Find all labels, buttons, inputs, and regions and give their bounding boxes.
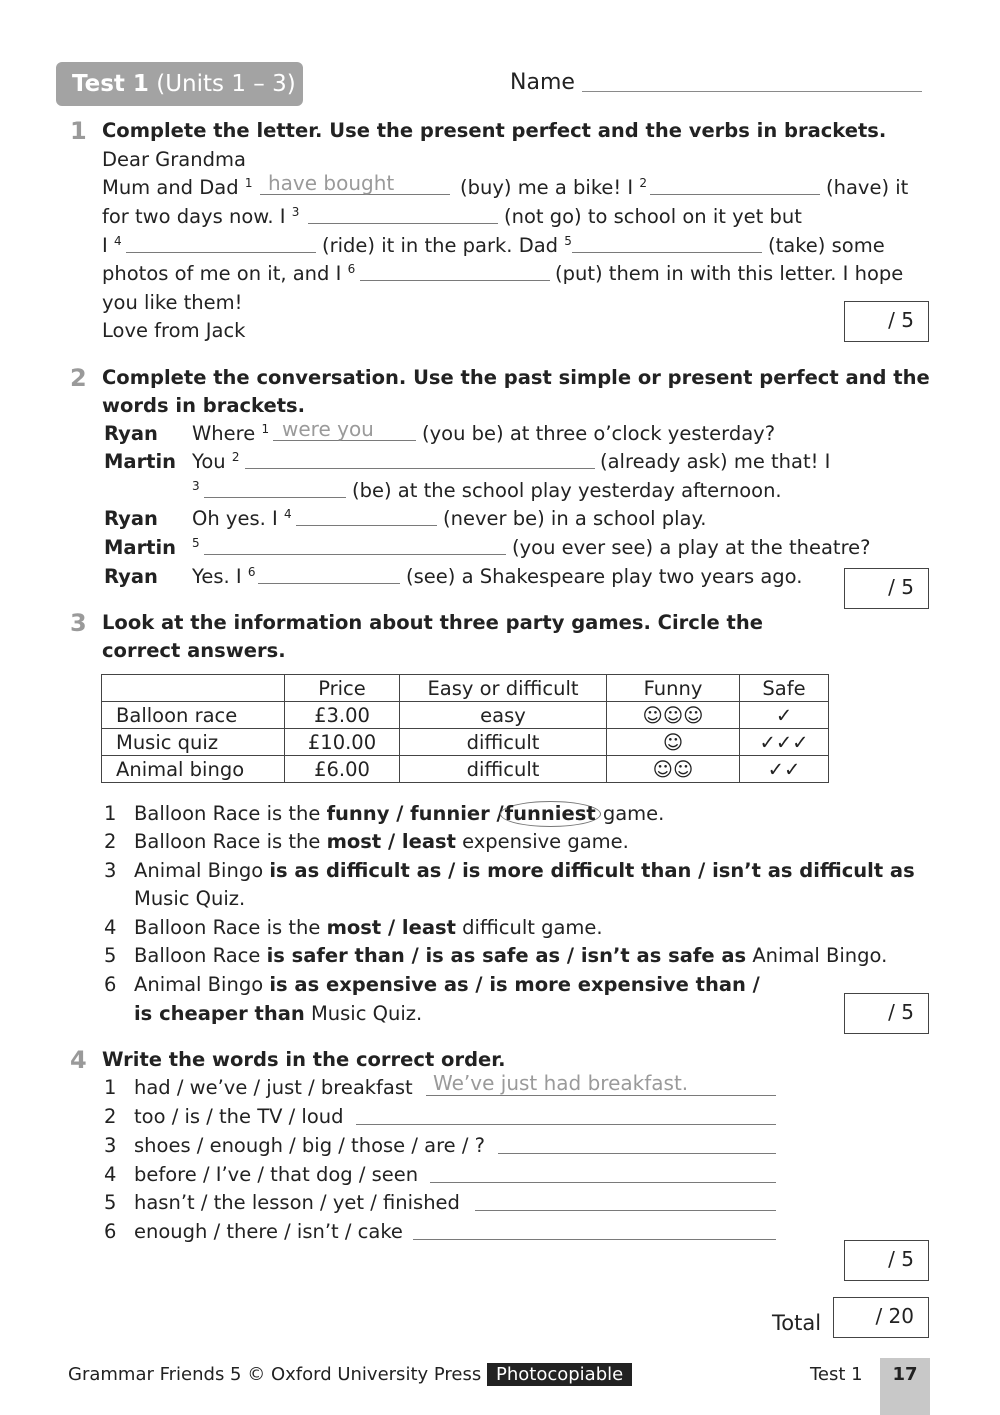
answer-blank-4[interactable] (126, 252, 316, 253)
word-prompt: before / I’ve / that dog / seen (134, 1163, 419, 1186)
name-field[interactable] (582, 91, 922, 92)
exercise-4-instruction: Write the words in the correct order. (102, 1048, 506, 1071)
item-number: 3 (104, 1134, 117, 1157)
item-number: 2 (104, 1105, 117, 1128)
dialogue-post: (already ask) me that! I (600, 450, 831, 473)
item-number: 4 (104, 1163, 117, 1186)
exercise-2-instruction-1: Complete the conversation. Use the past simple or present perfect and the (102, 366, 930, 389)
letter-line-2b: (not go) to school on it yet but (504, 205, 802, 228)
test-title-badge (56, 62, 303, 106)
letter-line-1b: (buy) me a bike! I $^2$ (460, 176, 648, 199)
table-cell: Music quiz (102, 729, 285, 756)
exercise-4-score-box[interactable]: / 5 (844, 1240, 929, 1281)
dialogue-blank-5[interactable] (204, 554, 506, 555)
table-cell: £10.00 (285, 729, 400, 756)
name-label: Name (510, 70, 575, 95)
option-group[interactable]: is safer than / is as safe as / isn’t as safe as (266, 944, 747, 967)
letter-line-4b: (put) them in with this letter. I hope (555, 262, 904, 285)
word-prompt: hasn’t / the lesson / yet / finished (134, 1191, 460, 1214)
option-group[interactable]: funny / funnier / (326, 802, 504, 825)
answer-blank-2[interactable] (650, 194, 820, 195)
table-header-cell: Easy or difficult (400, 675, 607, 702)
tick-icon: ✓ (740, 702, 829, 729)
photocopiable-badge: Photocopiable (487, 1363, 632, 1386)
exercise-1-score-box[interactable]: / 5 (844, 301, 929, 342)
letter-line-1c: (have) it (826, 176, 909, 199)
table-header-row (102, 675, 829, 702)
dialogue-blank-3[interactable] (204, 497, 346, 498)
dialogue-blank-4[interactable] (296, 525, 437, 526)
answer-line-4[interactable] (430, 1182, 776, 1183)
test-units: (Units 1 – 3) (156, 71, 296, 97)
question-6-cont: is cheaper than Music Quiz. (134, 1002, 423, 1025)
table-cell: Balloon race (102, 702, 285, 729)
exercise-3-number: 3 (70, 609, 87, 637)
circled-answer[interactable]: funniest (500, 801, 601, 827)
smiley-icon: ☺☺ (607, 756, 740, 783)
table-cell: difficult (400, 729, 607, 756)
exercise-4-number: 4 (70, 1046, 87, 1074)
dialogue-blank-2[interactable] (245, 468, 595, 469)
example-answer-dialogue: were you (282, 417, 374, 441)
dialogue-pre: 3 (192, 479, 200, 493)
question-5: Balloon Race is safer than / is as safe as / isn’t as safe as Animal Bingo. (134, 944, 888, 967)
table-cell: difficult (400, 756, 607, 783)
footer-test-label: Test 1 (810, 1364, 863, 1385)
table-cell: £6.00 (285, 756, 400, 783)
item-number: 5 (104, 1191, 117, 1214)
dialogue-post: (you ever see) a play at the theatre? (512, 536, 871, 559)
smiley-icon: ☺ (607, 729, 740, 756)
footer-publisher: Grammar Friends 5 © Oxford University Press Photocopiable (68, 1363, 632, 1387)
question-number: 3 (104, 859, 117, 882)
dialogue-post: (see) a Shakespeare play two years ago. (406, 565, 803, 588)
table-header-cell: Price (285, 675, 400, 702)
table-header-cell: Funny (607, 675, 740, 702)
party-games-table (101, 674, 829, 783)
answer-blank-6[interactable] (360, 280, 550, 281)
dialogue-pre: Where $^1$ (192, 422, 270, 445)
dialogue-post: (never be) in a school play. (443, 507, 707, 530)
table-header-cell (102, 675, 285, 702)
question-2: Balloon Race is the most / least expensive game. (134, 830, 629, 853)
speaker-label: Ryan (104, 422, 158, 445)
item-number: 6 (104, 1220, 117, 1243)
item-number: 1 (104, 1076, 117, 1099)
letter-line-2a: for two days now. I $^3$ (102, 205, 300, 228)
speaker-label: Ryan (104, 565, 158, 588)
question-3: Animal Bingo is as difficult as / is more difficult than / isn’t as difficult as (134, 859, 915, 882)
option-group[interactable]: most / least (326, 916, 456, 939)
table-cell: Animal bingo (102, 756, 285, 783)
question-4: Balloon Race is the most / least difficult game. (134, 916, 603, 939)
option-group[interactable]: is as difficult as / is more difficult than / isn’t as difficult as (269, 859, 915, 882)
word-prompt: had / we’ve / just / breakfast (134, 1076, 413, 1099)
letter-signoff: Love from Jack (102, 319, 246, 342)
example-answer-order: We’ve just had breakfast. (433, 1071, 689, 1095)
table-header-cell: Safe (740, 675, 829, 702)
question-3-cont: Music Quiz. (134, 887, 246, 910)
test-title: Test 1 (72, 71, 149, 97)
answer-blank-3[interactable] (308, 223, 498, 224)
dialogue-pre: Oh yes. I $^4$ (192, 507, 292, 530)
question-number: 5 (104, 944, 117, 967)
speaker-label: Ryan (104, 507, 158, 530)
page-number: 17 (880, 1358, 930, 1415)
question-number: 1 (104, 802, 117, 825)
exercise-2-number: 2 (70, 364, 87, 392)
letter-greeting: Dear Grandma (102, 148, 246, 171)
tick-icon: ✓✓ (740, 756, 829, 783)
question-number: 4 (104, 916, 117, 939)
dialogue-pre: 5 (192, 536, 200, 550)
answer-blank-5[interactable] (572, 252, 762, 253)
exercise-1-instruction: Complete the letter. Use the present perfect and the verbs in brackets. (102, 119, 887, 142)
answer-line-5[interactable] (475, 1210, 776, 1211)
exercise-3-instruction-1: Look at the information about three party games. Circle the (102, 611, 763, 634)
exercise-3-instruction-2: correct answers. (102, 639, 286, 662)
dialogue-post: (you be) at three o’clock yesterday? (422, 422, 776, 445)
dialogue-blank-6[interactable] (258, 583, 400, 584)
table-cell: £3.00 (285, 702, 400, 729)
table-row (102, 702, 829, 729)
letter-line-4a: photos of me on it, and I $^6$ (102, 262, 356, 285)
answer-line-2[interactable] (356, 1124, 776, 1125)
example-answer-1: have bought (268, 171, 395, 195)
letter-line-3a: I $^4$ (102, 234, 122, 257)
exercise-2-score-box[interactable]: / 5 (844, 568, 929, 609)
exercise-3-score-box[interactable]: / 5 (844, 993, 929, 1034)
total-label: Total (772, 1311, 822, 1335)
speaker-label: Martin (104, 450, 177, 473)
dialogue-post: (be) at the school play yesterday afternoon. (352, 479, 782, 502)
option-group[interactable]: most / least (326, 830, 456, 853)
word-prompt: shoes / enough / big / those / are / ? (134, 1134, 485, 1157)
dialogue-pre: Yes. I $^6$ (192, 565, 256, 588)
exercise-2-instruction-2: words in brackets. (102, 394, 306, 417)
speaker-label: Martin (104, 536, 177, 559)
letter-line-3c: (take) some (768, 234, 885, 257)
option-group[interactable]: is cheaper than (134, 1002, 305, 1025)
answer-line-3[interactable] (498, 1153, 776, 1154)
table-cell: easy (400, 702, 607, 729)
word-prompt: too / is / the TV / loud (134, 1105, 344, 1128)
question-1: Balloon Race is the funny / funnier /funniest game. (134, 802, 665, 825)
answer-line-6[interactable] (413, 1239, 776, 1240)
answer-line-1[interactable] (426, 1095, 776, 1096)
letter-line-1a: Mum and Dad $^1$ (102, 176, 253, 199)
tick-icon: ✓✓✓ (740, 729, 829, 756)
question-number: 6 (104, 973, 117, 996)
letter-line-5: you like them! (102, 291, 243, 314)
total-score-box[interactable]: / 20 (833, 1297, 929, 1338)
exercise-1-number: 1 (70, 117, 87, 145)
letter-line-3b: (ride) it in the park. Dad $^5$ (322, 234, 572, 257)
question-number: 2 (104, 830, 117, 853)
question-6: Animal Bingo is as expensive as / is more expensive than / (134, 973, 760, 996)
word-prompt: enough / there / isn’t / cake (134, 1220, 403, 1243)
table-row (102, 729, 829, 756)
smiley-icon: ☺☺☺ (607, 702, 740, 729)
dialogue-pre: You $^2$ (192, 450, 240, 473)
table-row (102, 756, 829, 783)
option-group[interactable]: is as expensive as / is more expensive than / (269, 973, 760, 996)
